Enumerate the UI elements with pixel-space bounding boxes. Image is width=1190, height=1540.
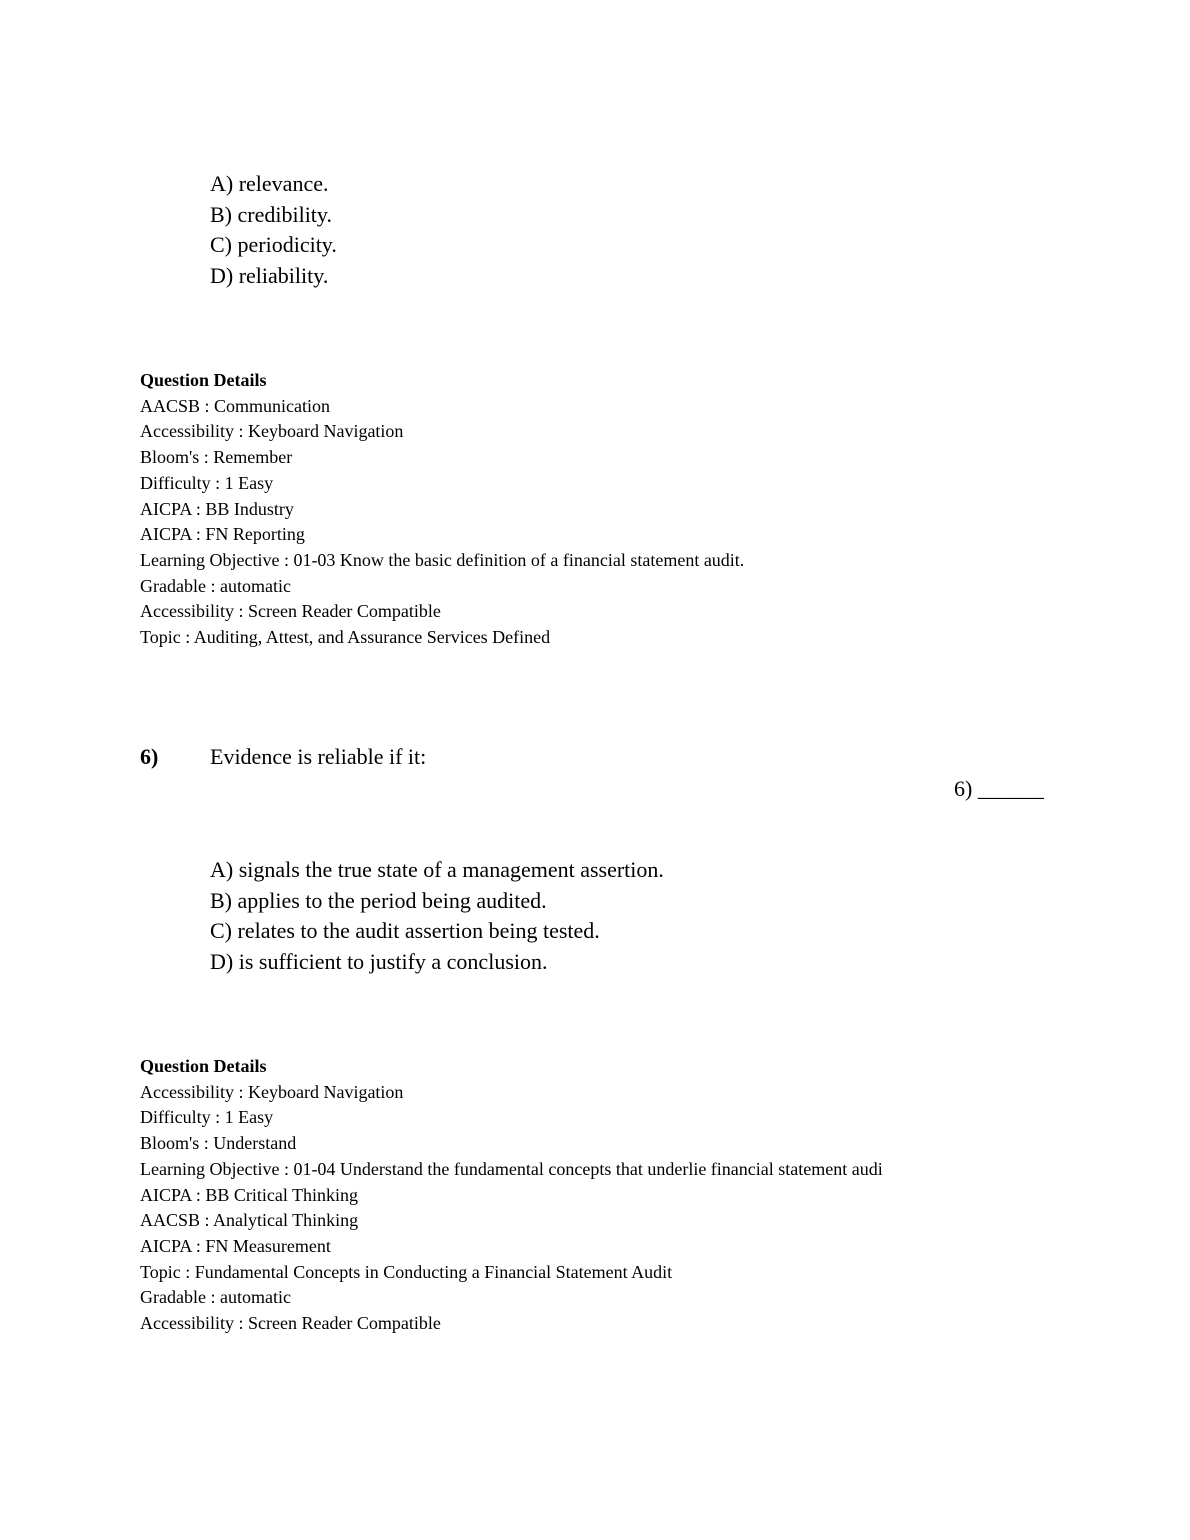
detail-line: Bloom's : Understand bbox=[140, 1133, 297, 1154]
q6-question-details bbox=[140, 1054, 883, 1337]
details-list bbox=[140, 1080, 883, 1337]
answer-option: D) reliability. bbox=[210, 263, 329, 289]
answer-option: B) credibility. bbox=[210, 201, 332, 227]
detail-line: Accessibility : Keyboard Navigation bbox=[140, 1081, 404, 1102]
detail-line: Gradable : automatic bbox=[140, 1287, 291, 1308]
details-heading: Question Details bbox=[140, 370, 267, 390]
detail-line: Gradable : automatic bbox=[140, 575, 291, 596]
detail-line: AICPA : BB Critical Thinking bbox=[140, 1184, 359, 1205]
answer-blank: 6) ______ bbox=[954, 776, 1044, 801]
detail-line: Learning Objective : 01-04 Understand the fundamental concepts that underlie financial statement audi bbox=[140, 1158, 883, 1179]
answer-option: A) relevance. bbox=[210, 171, 329, 196]
answer-option: D) is sufficient to justify a conclusion. bbox=[210, 949, 548, 975]
details-heading: Question Details bbox=[140, 1056, 267, 1076]
detail-line: Difficulty : 1 Easy bbox=[140, 1107, 274, 1128]
detail-line: Topic : Auditing, Attest, and Assurance Services Defined bbox=[140, 627, 551, 648]
detail-line: AACSB : Communication bbox=[140, 395, 331, 416]
detail-line: AICPA : FN Measurement bbox=[140, 1235, 331, 1256]
detail-line: Bloom's : Remember bbox=[140, 447, 293, 468]
answer-option: C) relates to the audit assertion being tested. bbox=[210, 918, 600, 944]
detail-line: Accessibility : Screen Reader Compatible bbox=[140, 601, 441, 622]
answer-option: C) periodicity. bbox=[210, 232, 337, 258]
detail-line: AACSB : Analytical Thinking bbox=[140, 1210, 359, 1231]
detail-line: Learning Objective : 01-03 Know the basic definition of a financial statement audit. bbox=[140, 549, 745, 570]
detail-line: AICPA : BB Industry bbox=[140, 498, 294, 519]
q6-options bbox=[210, 855, 664, 978]
answer-option: B) applies to the period being audited. bbox=[210, 887, 547, 913]
detail-line: Difficulty : 1 Easy bbox=[140, 472, 274, 493]
detail-line: Accessibility : Keyboard Navigation bbox=[140, 421, 404, 442]
answer-option: A) signals the true state of a management assertion. bbox=[210, 857, 664, 882]
detail-line: Topic : Fundamental Concepts in Conducting a Financial Statement Audit bbox=[140, 1261, 673, 1282]
q5-options bbox=[210, 169, 337, 292]
question-text: Evidence is reliable if it: bbox=[210, 744, 427, 769]
question-number: 6) bbox=[140, 744, 159, 769]
detail-line: AICPA : FN Reporting bbox=[140, 524, 305, 545]
detail-line: Accessibility : Screen Reader Compatible bbox=[140, 1313, 441, 1334]
q5-question-details bbox=[140, 368, 744, 651]
details-list bbox=[140, 394, 744, 651]
